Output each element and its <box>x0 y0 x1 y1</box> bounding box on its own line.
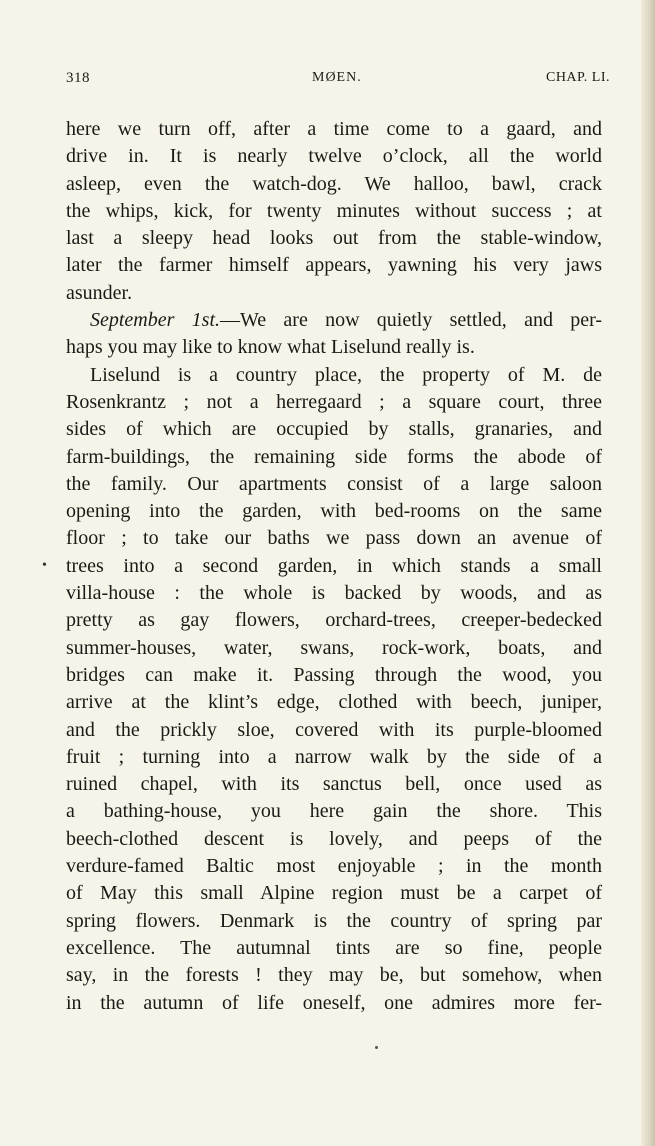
text-line: sides of which are occupied by stalls, granaries, and <box>66 418 602 441</box>
page-edge <box>641 0 655 1146</box>
text-span: —We are now quietly settled, and per- <box>220 309 602 332</box>
margin-mark: • <box>42 558 47 573</box>
text-line: arrive at the klint’s edge, clothed with beech, juniper, <box>66 691 602 714</box>
page-header <box>66 70 610 94</box>
ink-speck <box>375 1046 378 1049</box>
text-line: Rosenkrantz ; not a herregaard ; a square court, three <box>66 390 602 413</box>
text-line: beech-clothed descent is lovely, and peeps of the <box>66 827 602 850</box>
running-title: MØEN. <box>312 70 362 85</box>
text-line: floor ; to take our baths we pass down an avenue of <box>66 527 602 550</box>
text-line: summer-houses, water, swans, rock-work, boats, and <box>66 636 602 659</box>
body-text <box>66 116 602 1017</box>
text-line: the whips, kick, for twenty minutes without success ; at <box>66 199 602 222</box>
text-line: a bathing-house, you here gain the shore. This <box>66 800 602 823</box>
text-line: and the prickly sloe, covered with its purple-bloomed <box>66 718 602 741</box>
text-line: here we turn off, after a time come to a gaard, and <box>66 118 602 140</box>
text-line: asunder. <box>66 281 133 304</box>
text-line: excellence. The autumnal tints are so fine, people <box>66 936 602 959</box>
text-line: fruit ; turning into a narrow walk by the side of a <box>66 745 602 768</box>
text-line: farm-buildings, the remaining side forms the abode of <box>66 445 602 468</box>
text-line: verdure-famed Baltic most enjoyable ; in the month <box>66 855 602 878</box>
text-line: asleep, even the watch-dog. We halloo, bawl, crack <box>66 172 602 195</box>
page-number: 318 <box>66 70 90 86</box>
text-line: of May this small Alpine region must be a carpet of <box>66 882 602 905</box>
text-line: the family. Our apartments consist of a large saloon <box>66 472 602 495</box>
text-line: pretty as gay flowers, orchard-trees, creeper-bedecked <box>66 609 602 632</box>
text-line: last a sleepy head looks out from the stable-window, <box>66 227 602 250</box>
text-line <box>66 307 602 334</box>
entry-date: September 1st. <box>90 309 221 332</box>
text-line: say, in the forests ! they may be, but somehow, when <box>66 964 602 987</box>
text-line: in the autumn of life oneself, one admires more fer- <box>66 991 602 1014</box>
text-line: spring flowers. Denmark is the country of spring par <box>66 909 602 932</box>
text-line: later the farmer himself appears, yawning his very jaws <box>66 254 602 277</box>
text-line: opening into the garden, with bed-rooms on the same <box>66 500 602 523</box>
text-line: villa-house : the whole is backed by woods, and as <box>66 582 602 605</box>
text-line: trees into a second garden, in which stands a small <box>66 554 602 577</box>
text-line: drive in. It is nearly twelve o’clock, all the world <box>66 145 602 168</box>
text-line: ruined chapel, with its sanctus bell, once used as <box>66 773 602 796</box>
text-line: haps you may like to know what Liselund really is. <box>66 336 475 359</box>
text-line: bridges can make it. Passing through the wood, you <box>66 663 602 686</box>
chapter-label: CHAP. LI. <box>545 70 610 85</box>
text-line: Liselund is a country place, the property of M. de <box>90 363 602 386</box>
